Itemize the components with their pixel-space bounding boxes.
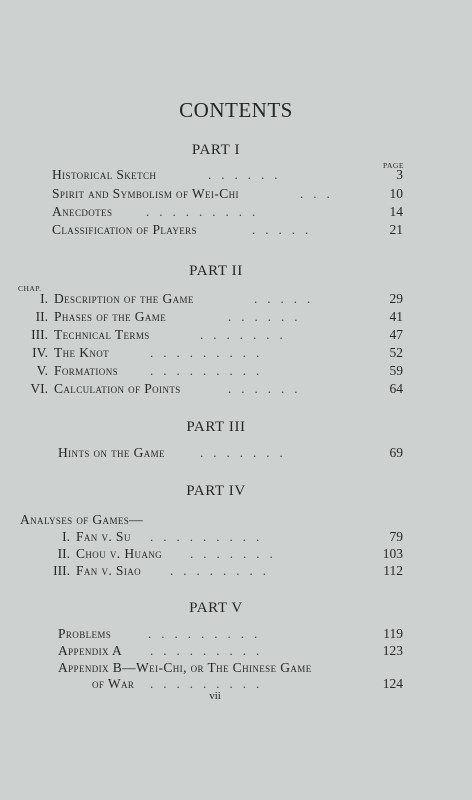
leader-dots: ......... xyxy=(148,626,268,641)
part-heading-4: PART IV xyxy=(186,483,246,499)
page-title: CONTENTS xyxy=(179,98,293,122)
chapter-number: II. xyxy=(35,309,48,324)
toc-entry-title: Anecdotes xyxy=(52,204,113,219)
leader-dots: ... xyxy=(300,186,340,201)
leader-dots: ....... xyxy=(200,445,293,460)
leader-dots: ......... xyxy=(150,363,270,378)
toc-entry-page: 3 xyxy=(396,167,403,182)
part-heading-3: PART III xyxy=(186,419,246,435)
toc-entry-title: Description of the Game xyxy=(54,291,194,306)
toc-entry-page: 14 xyxy=(389,204,403,219)
page-column-label: PAGE xyxy=(383,161,404,170)
toc-entry-page: 69 xyxy=(389,445,403,460)
toc-entry-title: Appendix A xyxy=(58,643,123,658)
toc-entry-page: 47 xyxy=(389,327,403,342)
toc-entry-page: 112 xyxy=(383,563,403,578)
toc-entry-title: Hints on the Game xyxy=(58,445,165,460)
chapter-number: I. xyxy=(40,291,48,306)
toc-entry-title: Phases of the Game xyxy=(54,309,167,324)
toc-entry-page: 52 xyxy=(389,345,403,360)
leader-dots: ..... xyxy=(254,291,321,306)
toc-entry-title: Formations xyxy=(54,363,119,378)
game-number: I. xyxy=(62,529,70,544)
toc-entry-page: 79 xyxy=(389,529,403,544)
leader-dots: ......... xyxy=(150,529,270,544)
toc-entry-title: Fan v. Su xyxy=(76,529,131,544)
chapter-number: III. xyxy=(31,327,48,342)
leader-dots: .​.​.​.​.​. xyxy=(208,167,288,182)
toc-entry-title: Classification of Players xyxy=(52,222,197,237)
leader-dots: ......... xyxy=(150,345,270,360)
leader-dots: ........ xyxy=(170,563,276,578)
leader-dots: ...... xyxy=(228,381,308,396)
leader-dots: ...... xyxy=(228,309,308,324)
toc-entry-page: 124 xyxy=(382,676,403,691)
chapter-column-label: CHAP. xyxy=(18,284,42,293)
chapter-number: VI. xyxy=(30,381,48,396)
chapter-number: V. xyxy=(36,363,48,378)
part-heading-2: PART II xyxy=(189,263,243,279)
toc-entry-title: The Knot xyxy=(54,345,110,360)
toc-entry-title: Spirit and Symbolism of Wei-Chi xyxy=(52,186,239,201)
toc-entry-title: Calculation of Points xyxy=(54,381,181,396)
toc-entry-title-continued: of War xyxy=(92,676,135,691)
toc-entry-title: Problems xyxy=(58,626,112,641)
toc-entry-title: Appendix B—Wei-Chi, or The Chinese Game xyxy=(58,660,312,675)
toc-entry-page: 123 xyxy=(382,643,403,658)
toc-entry-page: 64 xyxy=(389,381,403,396)
toc-entry-page: 119 xyxy=(383,626,403,641)
part-heading-1: PART I xyxy=(191,142,241,158)
leader-dots: ....... xyxy=(200,327,293,342)
toc-entry-page: 103 xyxy=(382,546,403,561)
leader-dots: ......... xyxy=(150,643,270,658)
leader-dots: ..... xyxy=(252,222,319,237)
leader-dots: ....... xyxy=(190,546,283,561)
toc-entry-title: Fan v. Siao xyxy=(76,563,142,578)
page-number: vii xyxy=(209,690,221,702)
game-number: III. xyxy=(53,563,70,578)
leader-dots: ......... xyxy=(150,676,270,691)
section-heading: Analyses of Games— xyxy=(20,512,144,527)
toc-entry-title: Technical Terms xyxy=(54,327,150,342)
leader-dots: ......... xyxy=(146,204,266,219)
toc-entry-page: 59 xyxy=(389,363,403,378)
toc-entry-title: Historical Sketch xyxy=(52,167,157,182)
toc-entry-title: Chou v. Huang xyxy=(76,546,163,561)
toc-entry-page: 10 xyxy=(389,186,403,201)
toc-entry-page: 29 xyxy=(389,291,403,306)
chapter-number: IV. xyxy=(32,345,48,360)
part-heading-5: PART V xyxy=(189,600,243,616)
toc-entry-page: 21 xyxy=(389,222,403,237)
game-number: II. xyxy=(57,546,70,561)
toc-entry-page: 41 xyxy=(389,309,403,324)
